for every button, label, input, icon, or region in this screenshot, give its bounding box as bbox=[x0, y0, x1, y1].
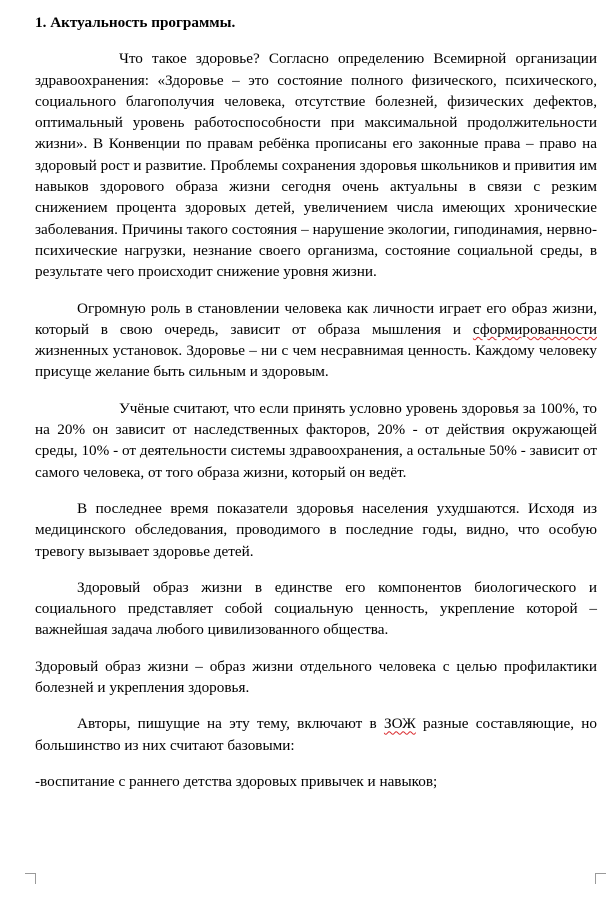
paragraph-text: Огромную роль в становлении человека как личности играет его образ жизни, который в свою очередь, зависит от образа мышления и bbox=[35, 299, 597, 338]
spelling-flagged-word[interactable]: сформированности bbox=[472, 320, 597, 338]
paragraph-authors bbox=[35, 713, 597, 756]
paragraph-lifestyle-role bbox=[35, 298, 597, 383]
paragraph-healthy-lifestyle-definition: Здоровый образ жизни – образ жизни отдельного человека с целью профилактики болезней и укрепления здоровья. bbox=[35, 657, 597, 697]
paragraph-health-factors: Учёные считают, что если принять условно уровень здоровья за 100%, то на 20% он зависит от наследственных факторов, 20% - от действия окружающей среды, 10% - от деятельности системы здравоохранения, а остальные 50% - зависит от самого человека, от того образа жизни, который он ведёт. bbox=[35, 399, 597, 481]
page-margin-marker-right bbox=[595, 873, 606, 884]
page-margin-marker-left bbox=[25, 873, 36, 884]
paragraph-text: разные составляющие, но большинство из них считают базовыми: bbox=[35, 715, 598, 754]
list-item-habits: -воспитание с раннего детства здоровых привычек и навыков; bbox=[35, 772, 438, 790]
document-body bbox=[35, 12, 597, 807]
paragraph-text: Авторы, пишущие на эту тему, включают в bbox=[77, 715, 384, 733]
spelling-flagged-word[interactable]: ЗОЖ bbox=[383, 715, 416, 733]
paragraph-health-definition: Что такое здоровье? Согласно определению Всемирной организации здравоохранения: «Здоровье – это состояние полного физического, психического, социального благополучия человека, отсутствие болезней, физических дефектов, оптимальный уровень работоспособности при максимальной продолжительности жизни». В Конвенции по правам ребёнка прописаны его законные права – право на здоровый рост и развитие. Проблемы сохранения здоровья школьников и привития им навыков здорового образа жизни сегодня очень актуальны в связи с резким снижением процента здоровых детей, увеличением числа имеющих хронические заболевания. Причины такого состояния – нарушение экологии, гиподинамия, нервно-психические нагрузки, незнание своего организма, состояние социальной среды, в результате чего происходит снижение уровня жизни. bbox=[35, 50, 597, 281]
paragraph-health-indicators: В последнее время показатели здоровья населения ухудшаются. Исходя из медицинского обследования, проводимого в последние годы, видно, что особую тревогу вызывает здоровье детей. bbox=[35, 499, 597, 560]
section-heading: 1. Актуальность программы. bbox=[35, 14, 236, 31]
paragraph-healthy-lifestyle-value: Здоровый образ жизни в единстве его компонентов биологического и социального представляет собой социальную ценность, укрепление которой – важнейшая задача любого цивилизованного общества. bbox=[35, 578, 597, 639]
paragraph-text: жизненных установок. Здоровье – ни с чем несравнимая ценность. Каждому человеку присуще желание быть сильным и здоровым. bbox=[35, 342, 597, 381]
